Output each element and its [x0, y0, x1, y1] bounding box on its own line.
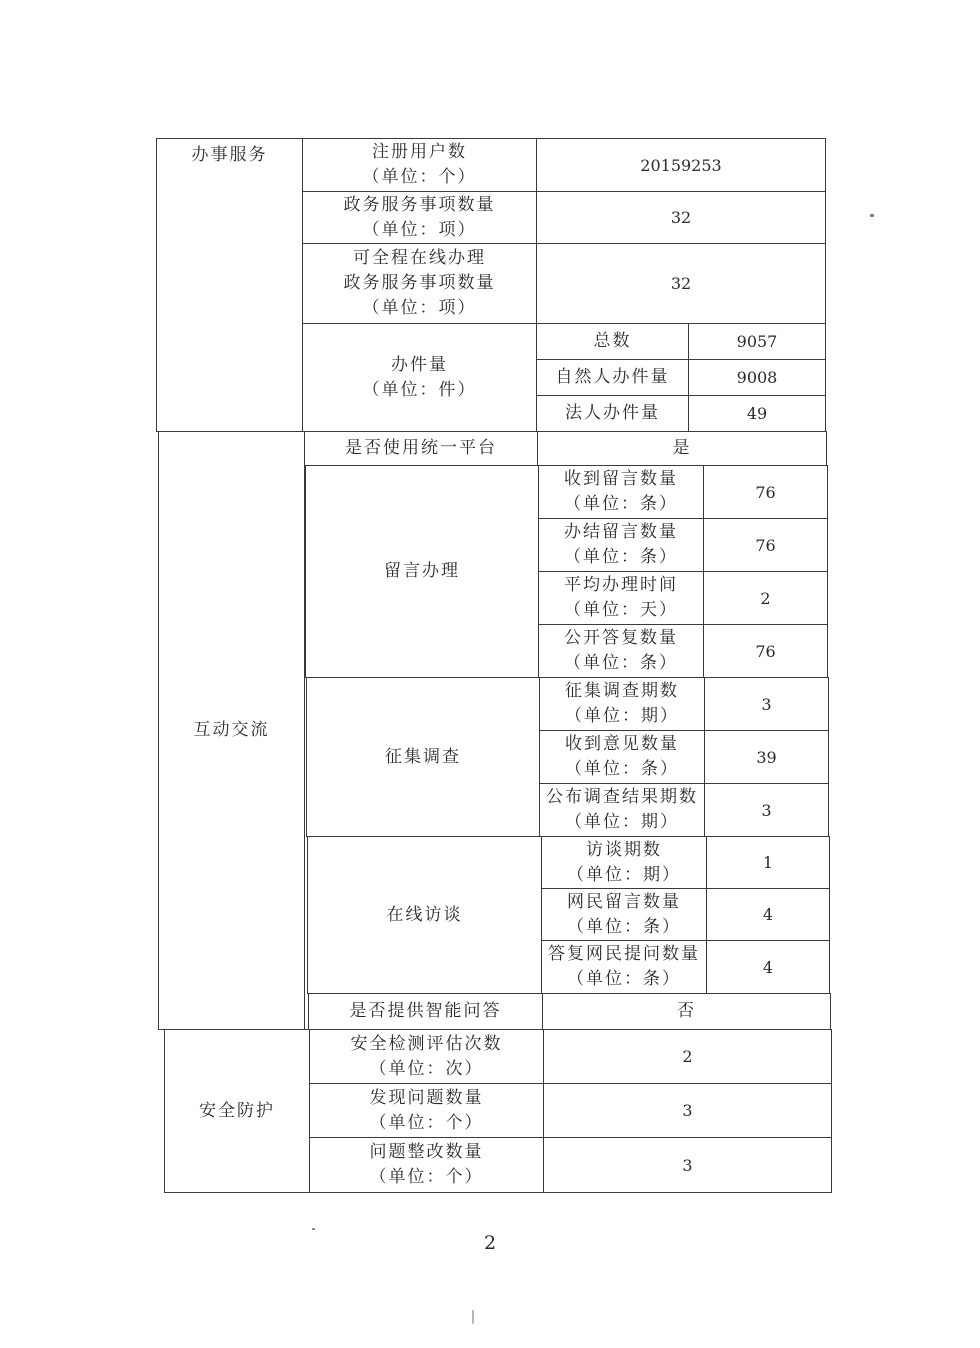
cases-label: 办件量 — [391, 354, 448, 375]
cases-total-value-cell — [688, 323, 826, 360]
cases-legal-label: 法人办件量 — [565, 403, 660, 423]
messages-closed-unit: （单位：条） — [564, 547, 678, 567]
unified-platform-value: 是 — [672, 438, 692, 458]
service-items-unit: （单位：项） — [362, 219, 477, 240]
cases-natural-value: 9008 — [736, 368, 778, 387]
interview-messages-label: 网民留言数量 — [567, 891, 681, 912]
section-security-text: 安全防护 — [199, 1100, 275, 1121]
cases-total-label: 总数 — [593, 331, 632, 351]
security-fixed-label: 问题整改数量 — [369, 1142, 484, 1162]
registered-users-value-cell — [536, 138, 826, 192]
security-fixed-unit: （单位：个） — [369, 1167, 484, 1187]
security-fixed-value-cell — [543, 1137, 832, 1193]
interview-replies-unit: （单位：条） — [567, 969, 681, 989]
cases-label-cell — [302, 323, 537, 432]
online-items-label-cell — [302, 243, 537, 324]
interview-replies-label-cell — [541, 940, 707, 994]
security-fixed-label-cell — [309, 1137, 544, 1193]
smart-qa-label: 是否提供智能问答 — [349, 1001, 502, 1021]
survey-periods-label: 征集调查期数 — [565, 681, 679, 701]
survey-opinions-value-cell — [704, 730, 829, 784]
interview-periods-label-cell — [541, 836, 707, 889]
smart-qa-value: 否 — [677, 1001, 696, 1021]
interview-periods-value: 1 — [762, 853, 774, 872]
messages-group-label-cell — [305, 465, 539, 678]
messages-public-value: 76 — [755, 641, 776, 661]
online-items-value: 32 — [670, 274, 692, 293]
cases-total-value: 9057 — [736, 332, 778, 351]
messages-closed-label: 办结留言数量 — [564, 522, 678, 542]
survey-opinions-unit: （单位：条） — [565, 759, 679, 779]
service-items-label-cell — [302, 191, 537, 244]
survey-results-unit: （单位：期） — [565, 812, 679, 832]
page-number: 2 — [483, 1232, 497, 1254]
survey-results-label: 公布调查结果期数 — [546, 787, 698, 807]
online-items-label-line2: 政务服务事项数量 — [343, 273, 496, 293]
interview-periods-value-cell — [706, 836, 830, 889]
security-issues-value: 3 — [682, 1101, 693, 1120]
survey-periods-value-cell — [704, 677, 829, 731]
survey-results-value-cell — [704, 783, 829, 837]
messages-avg-time-value: 2 — [760, 588, 771, 608]
section-service-label — [156, 138, 303, 432]
interview-messages-unit: （单位：条） — [567, 916, 681, 937]
messages-public-label-cell — [538, 624, 704, 678]
smart-qa-value-cell — [542, 993, 831, 1030]
cases-legal-value-cell — [688, 395, 826, 432]
messages-avg-time-value-cell — [703, 571, 828, 625]
registered-users-unit: （单位：个） — [362, 167, 477, 187]
cases-natural-label: 自然人办件量 — [555, 367, 670, 387]
interview-messages-value: 4 — [762, 905, 774, 924]
messages-received-label: 收到留言数量 — [564, 469, 678, 489]
scan-speck — [472, 1310, 474, 1324]
survey-results-value: 3 — [761, 800, 772, 820]
survey-periods-unit: （单位：期） — [565, 706, 679, 726]
security-issues-value-cell — [543, 1083, 832, 1138]
messages-public-label: 公开答复数量 — [564, 628, 678, 648]
survey-group-label: 征集调查 — [385, 746, 461, 767]
interview-periods-label: 访谈期数 — [586, 839, 662, 860]
security-issues-label: 发现问题数量 — [369, 1087, 484, 1108]
interview-replies-value-cell — [706, 940, 830, 994]
survey-opinions-value: 39 — [756, 747, 777, 767]
service-items-value-cell — [536, 191, 826, 244]
service-items-value: 32 — [670, 208, 692, 227]
messages-received-value-cell — [703, 465, 828, 519]
cases-unit: （单位：件） — [362, 379, 477, 400]
interview-messages-value-cell — [706, 888, 830, 941]
section-service-text: 办事服务 — [191, 145, 268, 165]
interview-replies-label: 答复网民提问数量 — [548, 944, 700, 964]
security-checks-label-cell — [309, 1029, 544, 1084]
cases-legal-label-cell — [536, 395, 689, 432]
online-items-unit: （单位：项） — [362, 298, 477, 318]
cases-total-label-cell — [536, 323, 689, 360]
smart-qa-label-cell — [308, 993, 543, 1030]
scan-speck — [312, 1228, 315, 1230]
messages-received-label-cell — [538, 465, 704, 519]
interview-group-label: 在线访谈 — [386, 904, 463, 925]
messages-public-unit: （单位：条） — [564, 653, 678, 673]
messages-group-label: 留言办理 — [384, 561, 460, 581]
unified-platform-label-cell — [304, 431, 538, 466]
survey-periods-label-cell — [539, 677, 705, 731]
section-interaction-text: 互动交流 — [193, 720, 270, 740]
section-security-label — [164, 1029, 310, 1193]
unified-platform-label: 是否使用统一平台 — [345, 438, 497, 458]
security-fixed-value: 3 — [682, 1155, 693, 1175]
messages-avg-time-label: 平均办理时间 — [564, 575, 678, 595]
messages-closed-value: 76 — [755, 535, 776, 555]
survey-opinions-label: 收到意见数量 — [565, 734, 679, 754]
scan-speck — [870, 214, 874, 217]
security-checks-unit: （单位：次） — [369, 1058, 484, 1079]
messages-closed-label-cell — [538, 518, 704, 572]
section-interaction-label — [158, 431, 305, 1030]
security-issues-unit: （单位：个） — [369, 1112, 484, 1133]
survey-periods-value: 3 — [761, 694, 772, 714]
interview-messages-label-cell — [541, 888, 707, 941]
registered-users-label: 注册用户数 — [372, 142, 467, 162]
security-checks-label: 安全检测评估次数 — [350, 1033, 503, 1054]
online-items-label-line1: 可全程在线办理 — [353, 248, 486, 268]
online-items-value-cell — [536, 243, 826, 324]
security-checks-value: 2 — [682, 1047, 693, 1066]
messages-received-value: 76 — [755, 482, 776, 502]
registered-users-label-cell — [302, 138, 537, 192]
service-items-label: 政务服务事项数量 — [343, 194, 496, 215]
messages-closed-value-cell — [703, 518, 828, 572]
interview-group-label-cell — [307, 836, 542, 994]
survey-group-label-cell — [306, 677, 540, 837]
messages-avg-time-label-cell — [538, 571, 704, 625]
cases-legal-value: 49 — [746, 404, 768, 423]
registered-users-value: 20159253 — [640, 155, 722, 175]
security-checks-value-cell — [543, 1029, 832, 1084]
cases-natural-value-cell — [688, 359, 826, 396]
messages-avg-time-unit: （单位：天） — [564, 600, 678, 620]
cases-natural-label-cell — [536, 359, 689, 396]
interview-replies-value: 4 — [762, 957, 774, 977]
security-issues-label-cell — [309, 1083, 544, 1138]
unified-platform-value-cell — [537, 431, 827, 466]
survey-results-label-cell — [539, 783, 705, 837]
messages-public-value-cell — [703, 624, 828, 678]
messages-received-unit: （单位：条） — [564, 494, 678, 514]
interview-periods-unit: （单位：期） — [567, 864, 681, 885]
survey-opinions-label-cell — [539, 730, 705, 784]
